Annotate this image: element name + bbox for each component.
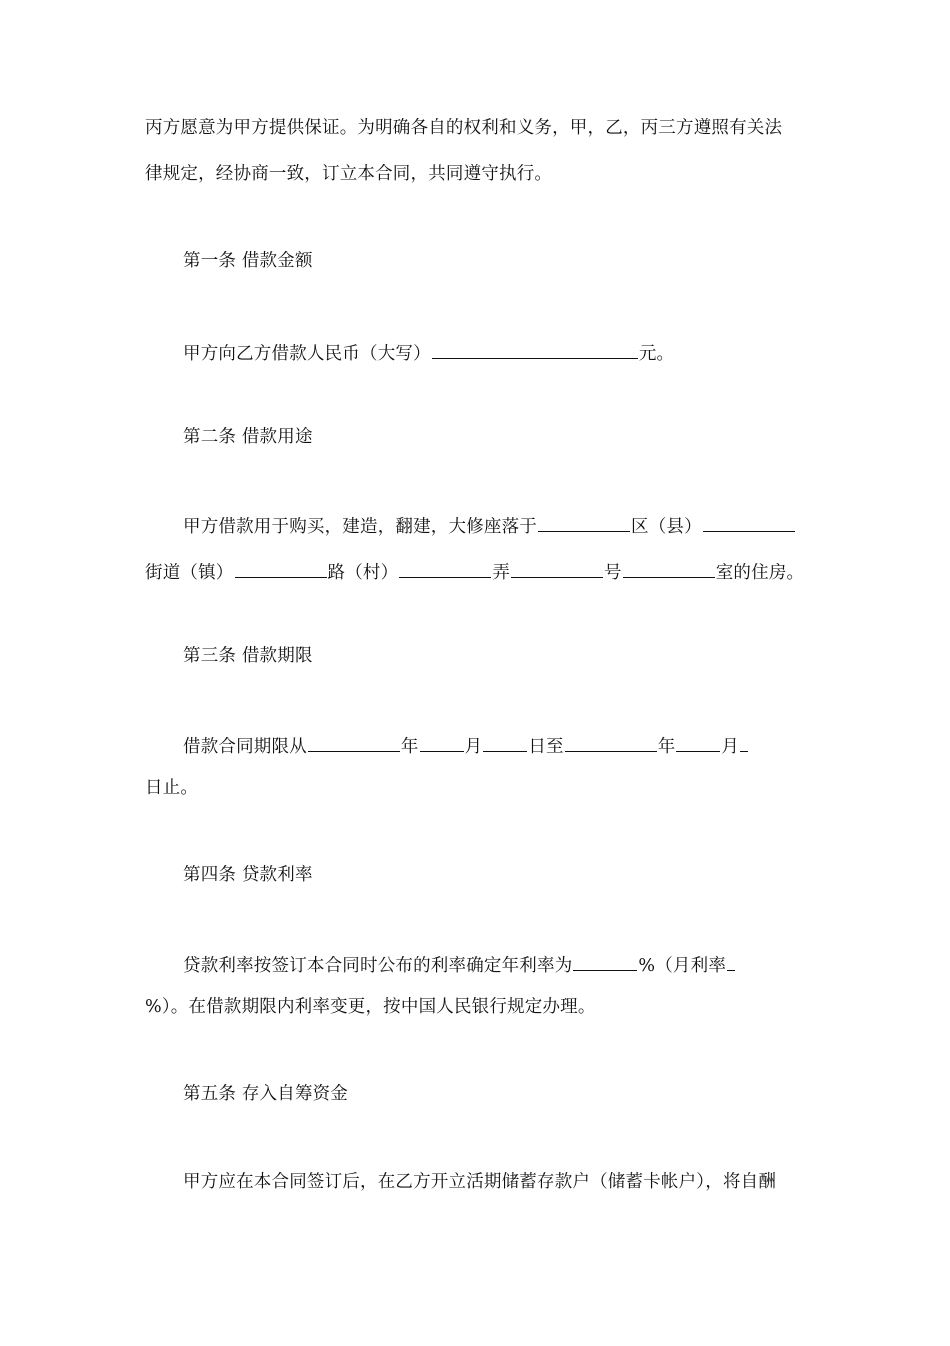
article-4-heading: 第四条 贷款利率 (183, 865, 313, 885)
street-blank[interactable] (235, 558, 327, 578)
intro-line-2: 律规定，经协商一致，订立本合同，共同遵守执行。 (145, 164, 553, 184)
article-3-l1-b: 年 (400, 737, 419, 757)
road-blank[interactable] (399, 558, 491, 578)
lane-blank[interactable] (511, 558, 603, 578)
article-2-heading: 第二条 借款用途 (183, 427, 313, 447)
article-4-l1-b: %（月利率 (638, 956, 727, 976)
article-2-l2-b: 路（村） (327, 563, 399, 583)
end-month-blank[interactable] (676, 732, 720, 752)
article-2-l2-a: 街道（镇） (145, 563, 234, 583)
article-4-l1-a: 贷款利率按签订本合同时公布的利率确定年利率为 (183, 956, 573, 976)
end-year-blank[interactable] (565, 732, 657, 752)
annual-rate-blank[interactable] (573, 951, 637, 971)
monthly-rate-blank[interactable] (727, 951, 735, 971)
article-3-l1-a: 借款合同期限从 (183, 737, 307, 757)
intro-line-1: 丙方愿意为甲方提供保证。为明确各自的权利和义务，甲，乙，丙三方遵照有关法 (145, 118, 783, 138)
article-3-l1-e: 年 (657, 737, 676, 757)
article-4-line-1 (183, 951, 853, 978)
article-3-l1-d: 日至 (528, 737, 564, 757)
article-4-line-2: %）。在借款期限内利率变更，按中国人民银行规定办理。 (145, 997, 596, 1017)
article-1-text-a: 甲方向乙方借款人民币（大写） (183, 344, 431, 364)
article-2-l2-d: 号 (604, 563, 622, 583)
article-3-line-2: 日止。 (145, 778, 199, 798)
district-blank[interactable] (703, 512, 795, 532)
article-1-text (183, 339, 853, 366)
article-3-heading: 第三条 借款期限 (183, 646, 313, 666)
article-3-l1-f: 月 (721, 737, 740, 757)
article-3-l1-c: 月 (464, 737, 483, 757)
article-2-l1-b: 区（县） (631, 517, 702, 537)
article-5-heading: 第五条 存入自筹资金 (183, 1084, 349, 1104)
article-1-text-b: 元。 (638, 344, 675, 364)
number-blank[interactable] (623, 558, 715, 578)
article-1-heading: 第一条 借款金额 (183, 251, 313, 271)
article-5-line-1: 甲方应在本合同签订后，在乙方开立活期储蓄存款户（储蓄卡帐户），将自酬 (183, 1172, 777, 1192)
article-2-line-2 (145, 558, 815, 585)
start-day-blank[interactable] (483, 732, 527, 752)
start-year-blank[interactable] (308, 732, 400, 752)
article-2-line-1 (183, 512, 853, 539)
article-2-l2-e: 室的住房。 (715, 563, 805, 583)
loan-amount-blank[interactable] (432, 339, 638, 359)
article-2-l2-c: 弄 (492, 563, 511, 583)
article-3-line-1 (183, 732, 853, 759)
location-blank[interactable] (538, 512, 630, 532)
start-month-blank[interactable] (420, 732, 464, 752)
end-day-blank[interactable] (740, 732, 748, 752)
article-2-l1-a: 甲方借款用于购买，建造，翻建，大修座落于 (183, 517, 537, 537)
